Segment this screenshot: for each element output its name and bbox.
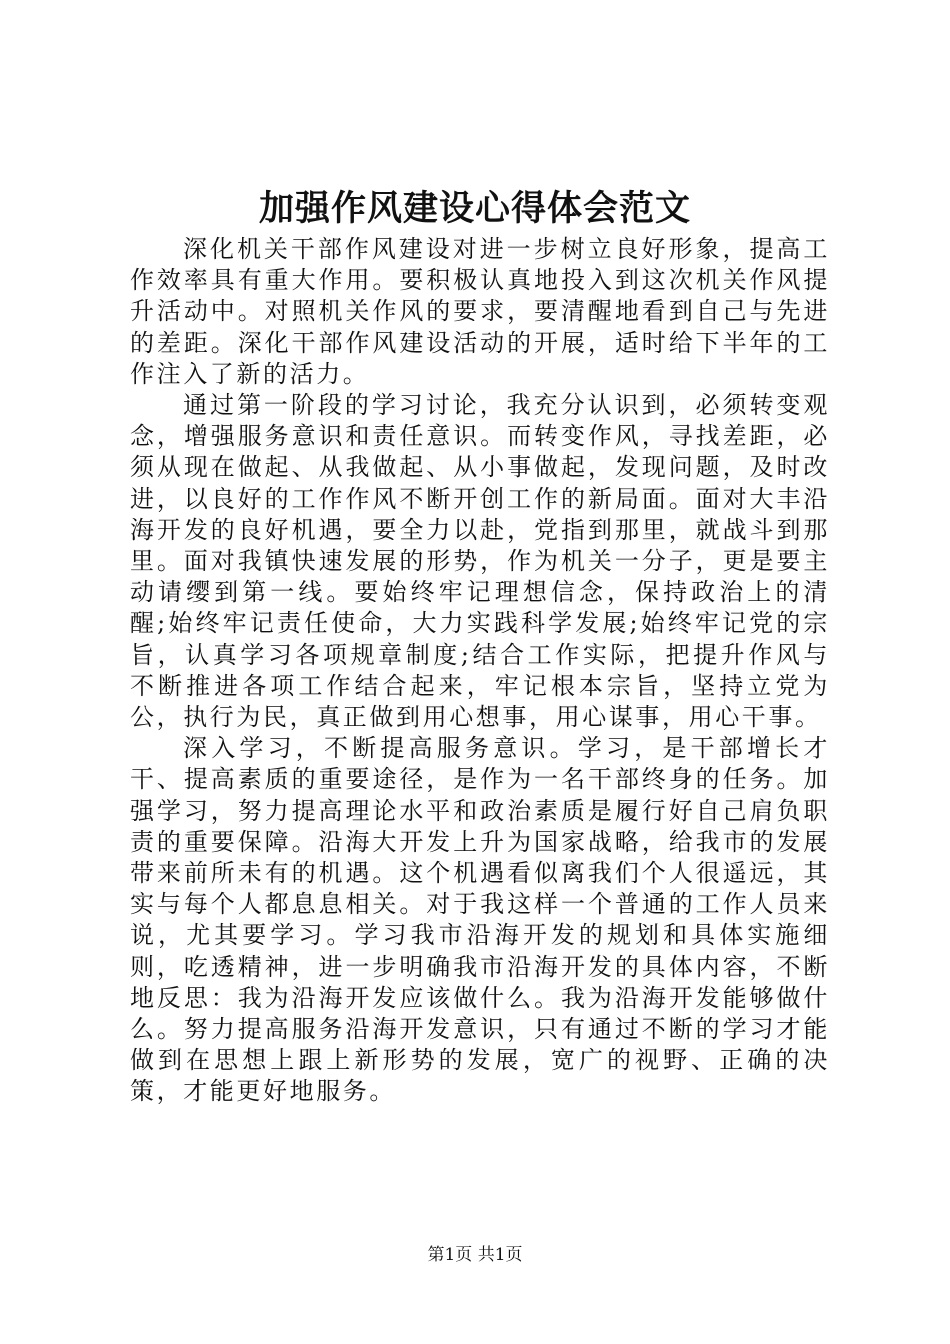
- paragraph-3: 深入学习，不断提高服务意识。学习，是干部增长才干、提高素质的重要途径，是作为一名干部终身的任务。加强学习，努力提高理论水平和政治素质是履行好自己肩负职责的重要保障。沿海大开发上升为国家战略，给我市的发展带来前所未有的机遇。这个机遇看似离我们个人很遥远，其实与每个人都息息相关。对于我这样一个普通的工作人员来说，尤其要学习。学习我市沿海开发的规划和具体实施细则，吃透精神，进一步明确我市沿海开发的具体内容，不断地反思：我为沿海开发应该做什么。我为沿海开发能够做什么。努力提高服务沿海开发意识，只有通过不断的学习才能做到在思想上跟上新形势的发展，宽广的视野、正确的决策，才能更好地服务。: [130, 734, 830, 1106]
- document-title: 加强作风建设心得体会范文: [258, 188, 691, 229]
- paragraph-2: 通过第一阶段的学习讨论，我充分认识到，必须转变观念，增强服务意识和责任意识。而转变作风，寻找差距，必须从现在做起、从我做起、从小事做起，发现问题，及时改进，以良好的工作作风不断开创工作的新局面。面对大丰沿海开发的良好机遇，要全力以赴，党指到那里，就战斗到那里。面对我镇快速发展的形势，作为机关一分子，更是要主动请缨到第一线。要始终牢记理想信念，保持政治上的清醒;始终牢记责任使命，大力实践科学发展;始终牢记党的宗旨，认真学习各项规章制度;结合工作实际，把提升作风与不断推进各项工作结合起来，牢记根本宗旨，坚持立党为公，执行为民，真正做到用心想事，用心谋事，用心干事。: [130, 391, 830, 732]
- paragraph-1: 深化机关干部作风建设对进一步树立良好形象，提高工作效率具有重大作用。要积极认真地投入到这次机关作风提升活动中。对照机关作风的要求，要清醒地看到自己与先进的差距。深化干部作风建设活动的开展，适时给下半年的工作注入了新的活力。: [130, 235, 830, 388]
- document-body: [130, 234, 830, 1108]
- page-number-footer: 第1页 共1页: [427, 1245, 523, 1265]
